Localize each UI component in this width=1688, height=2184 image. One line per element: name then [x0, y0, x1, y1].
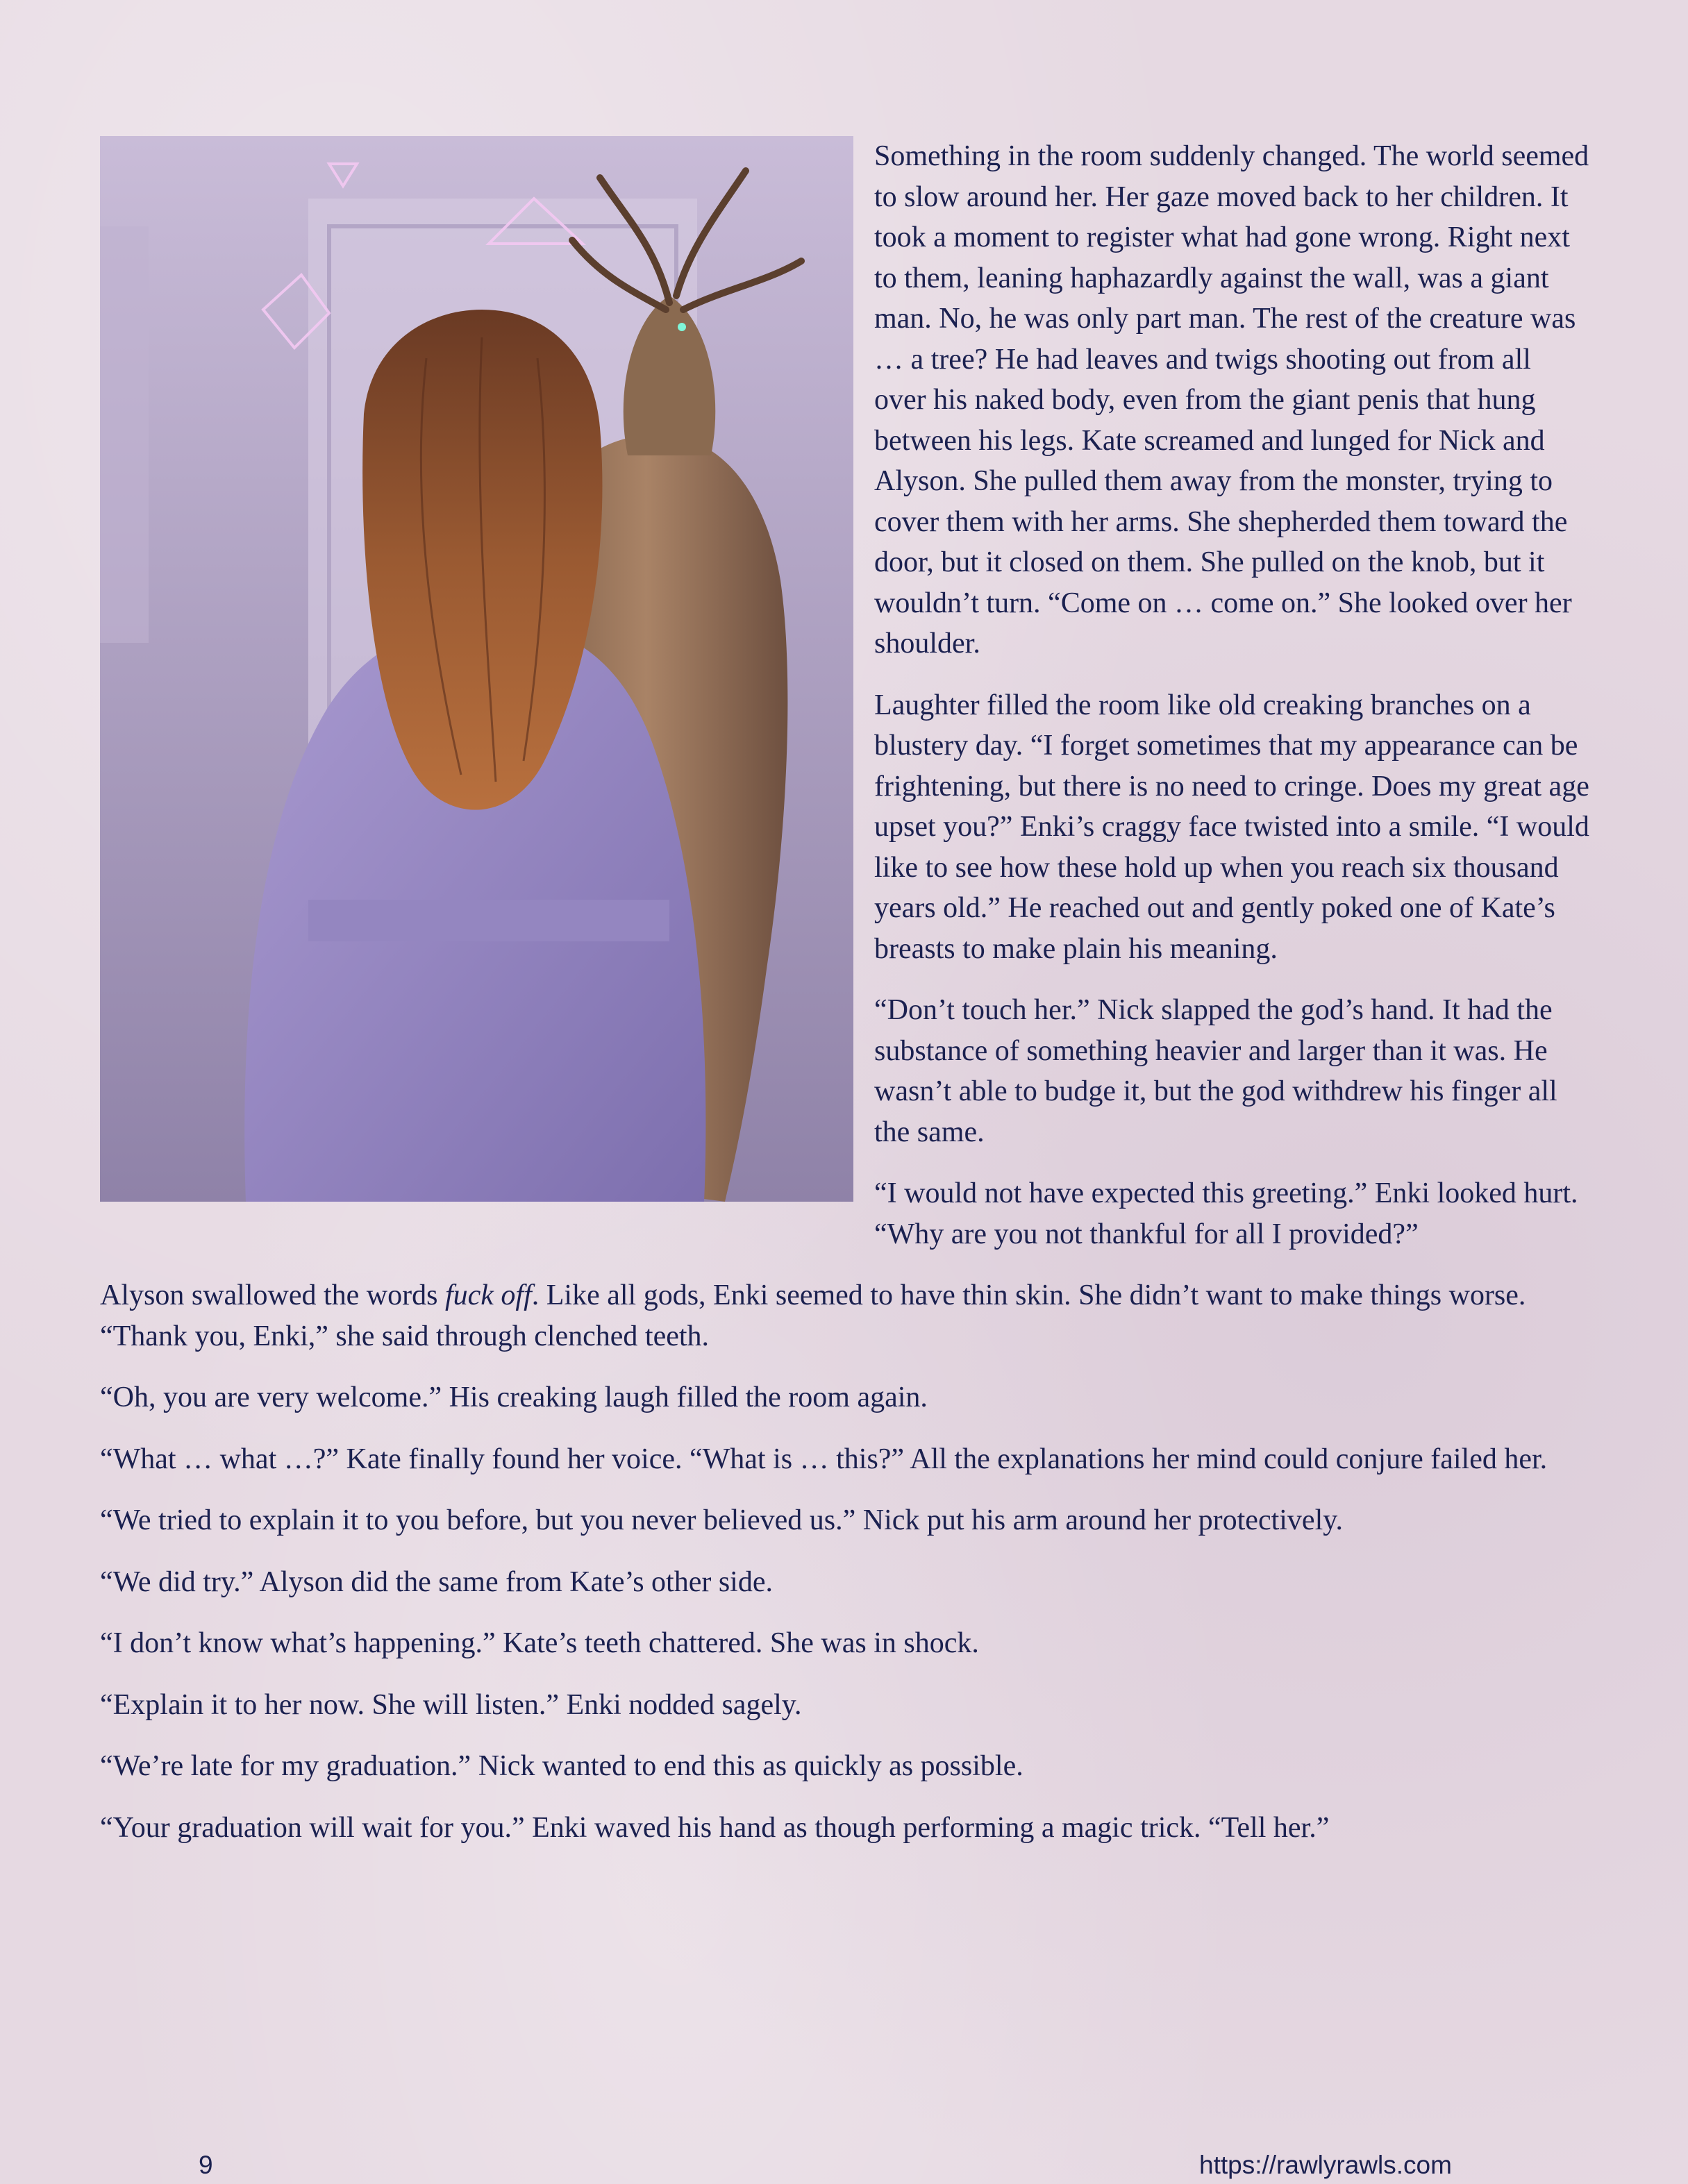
story-illustration: [100, 136, 853, 1202]
paragraph-4: “I would not have expected this greeting.” Enki looked hurt. “Why are you not thankful for all I provided?”: [874, 1177, 1578, 1250]
paragraph-13: “Your graduation will wait for you.” Enki waved his hand as though performing a magic trick. “Tell her.”: [100, 1811, 1330, 1844]
paragraph-5: [100, 1275, 1590, 1356]
paragraph-5-after: . Like all gods, Enki seemed to have thin skin. She didn’t want to make things worse. “Thank you, Enki,” she said through clenched teeth.: [100, 1279, 1526, 1352]
paragraph-1: Something in the room suddenly changed. The world seemed to slow around her. Her gaze moved back to her children. It took a moment to register what had gone wrong. Right next to them, leaning haphazardly against the wall, was a giant man. No, he was only part man. The rest of the creature was … a tree? He had leaves and twigs shooting out from all over his naked body, even from the giant penis that hung between his legs. Kate screamed and lunged for Nick and Alyson. She pulled them away from the monster, trying to cover them with her arms. She shepherded them toward the door, but it closed on them. She pulled on the knob, but it wouldn’t turn. “Come on … come on.” She looked over her shoulder.: [874, 140, 1589, 660]
paragraph-7: “What … what …?” Kate finally found her voice. “What is … this?” All the explanations her mind could conjure failed her.: [100, 1443, 1548, 1475]
page-number: 9: [199, 2151, 213, 2179]
paragraph-6: “Oh, you are very welcome.” His creaking laugh filled the room again.: [100, 1381, 928, 1413]
paragraph-10: “I don’t know what’s happening.” Kate’s teeth chattered. She was in shock.: [100, 1627, 979, 1659]
paragraph-9: “We did try.” Alyson did the same from Kate’s other side.: [100, 1565, 773, 1598]
illustration-art: [100, 136, 853, 1202]
paragraph-2: Laughter filled the room like old creaking branches on a blustery day. “I forget sometimes that my appearance can be frightening, but there is no need to cringe. Does my great age upset you?” Enki’s craggy face twisted into a smile. “I would like to see how these hold up when you reach six thousand years old.” He reached out and gently poked one of Kate’s breasts to make plain his meaning.: [874, 689, 1589, 965]
page-content: [100, 136, 1590, 1869]
paragraph-3: “Don’t touch her.” Nick slapped the god’s hand. It had the substance of something heavier and larger than it was. He wasn’t able to budge it, but the god withdrew his finger all the same.: [874, 994, 1557, 1148]
site-url-link[interactable]: https://rawlyrawls.com: [1199, 2151, 1452, 2179]
paragraph-5-emphasis: fuck off: [444, 1279, 532, 1311]
paragraph-5-before: Alyson swallowed the words: [100, 1279, 445, 1311]
paragraph-8: “We tried to explain it to you before, but you never believed us.” Nick put his arm around her protectively.: [100, 1504, 1344, 1536]
paragraph-11: “Explain it to her now. She will listen.” Enki nodded sagely.: [100, 1688, 802, 1721]
paragraph-12: “We’re late for my graduation.” Nick wanted to end this as quickly as possible.: [100, 1750, 1023, 1782]
